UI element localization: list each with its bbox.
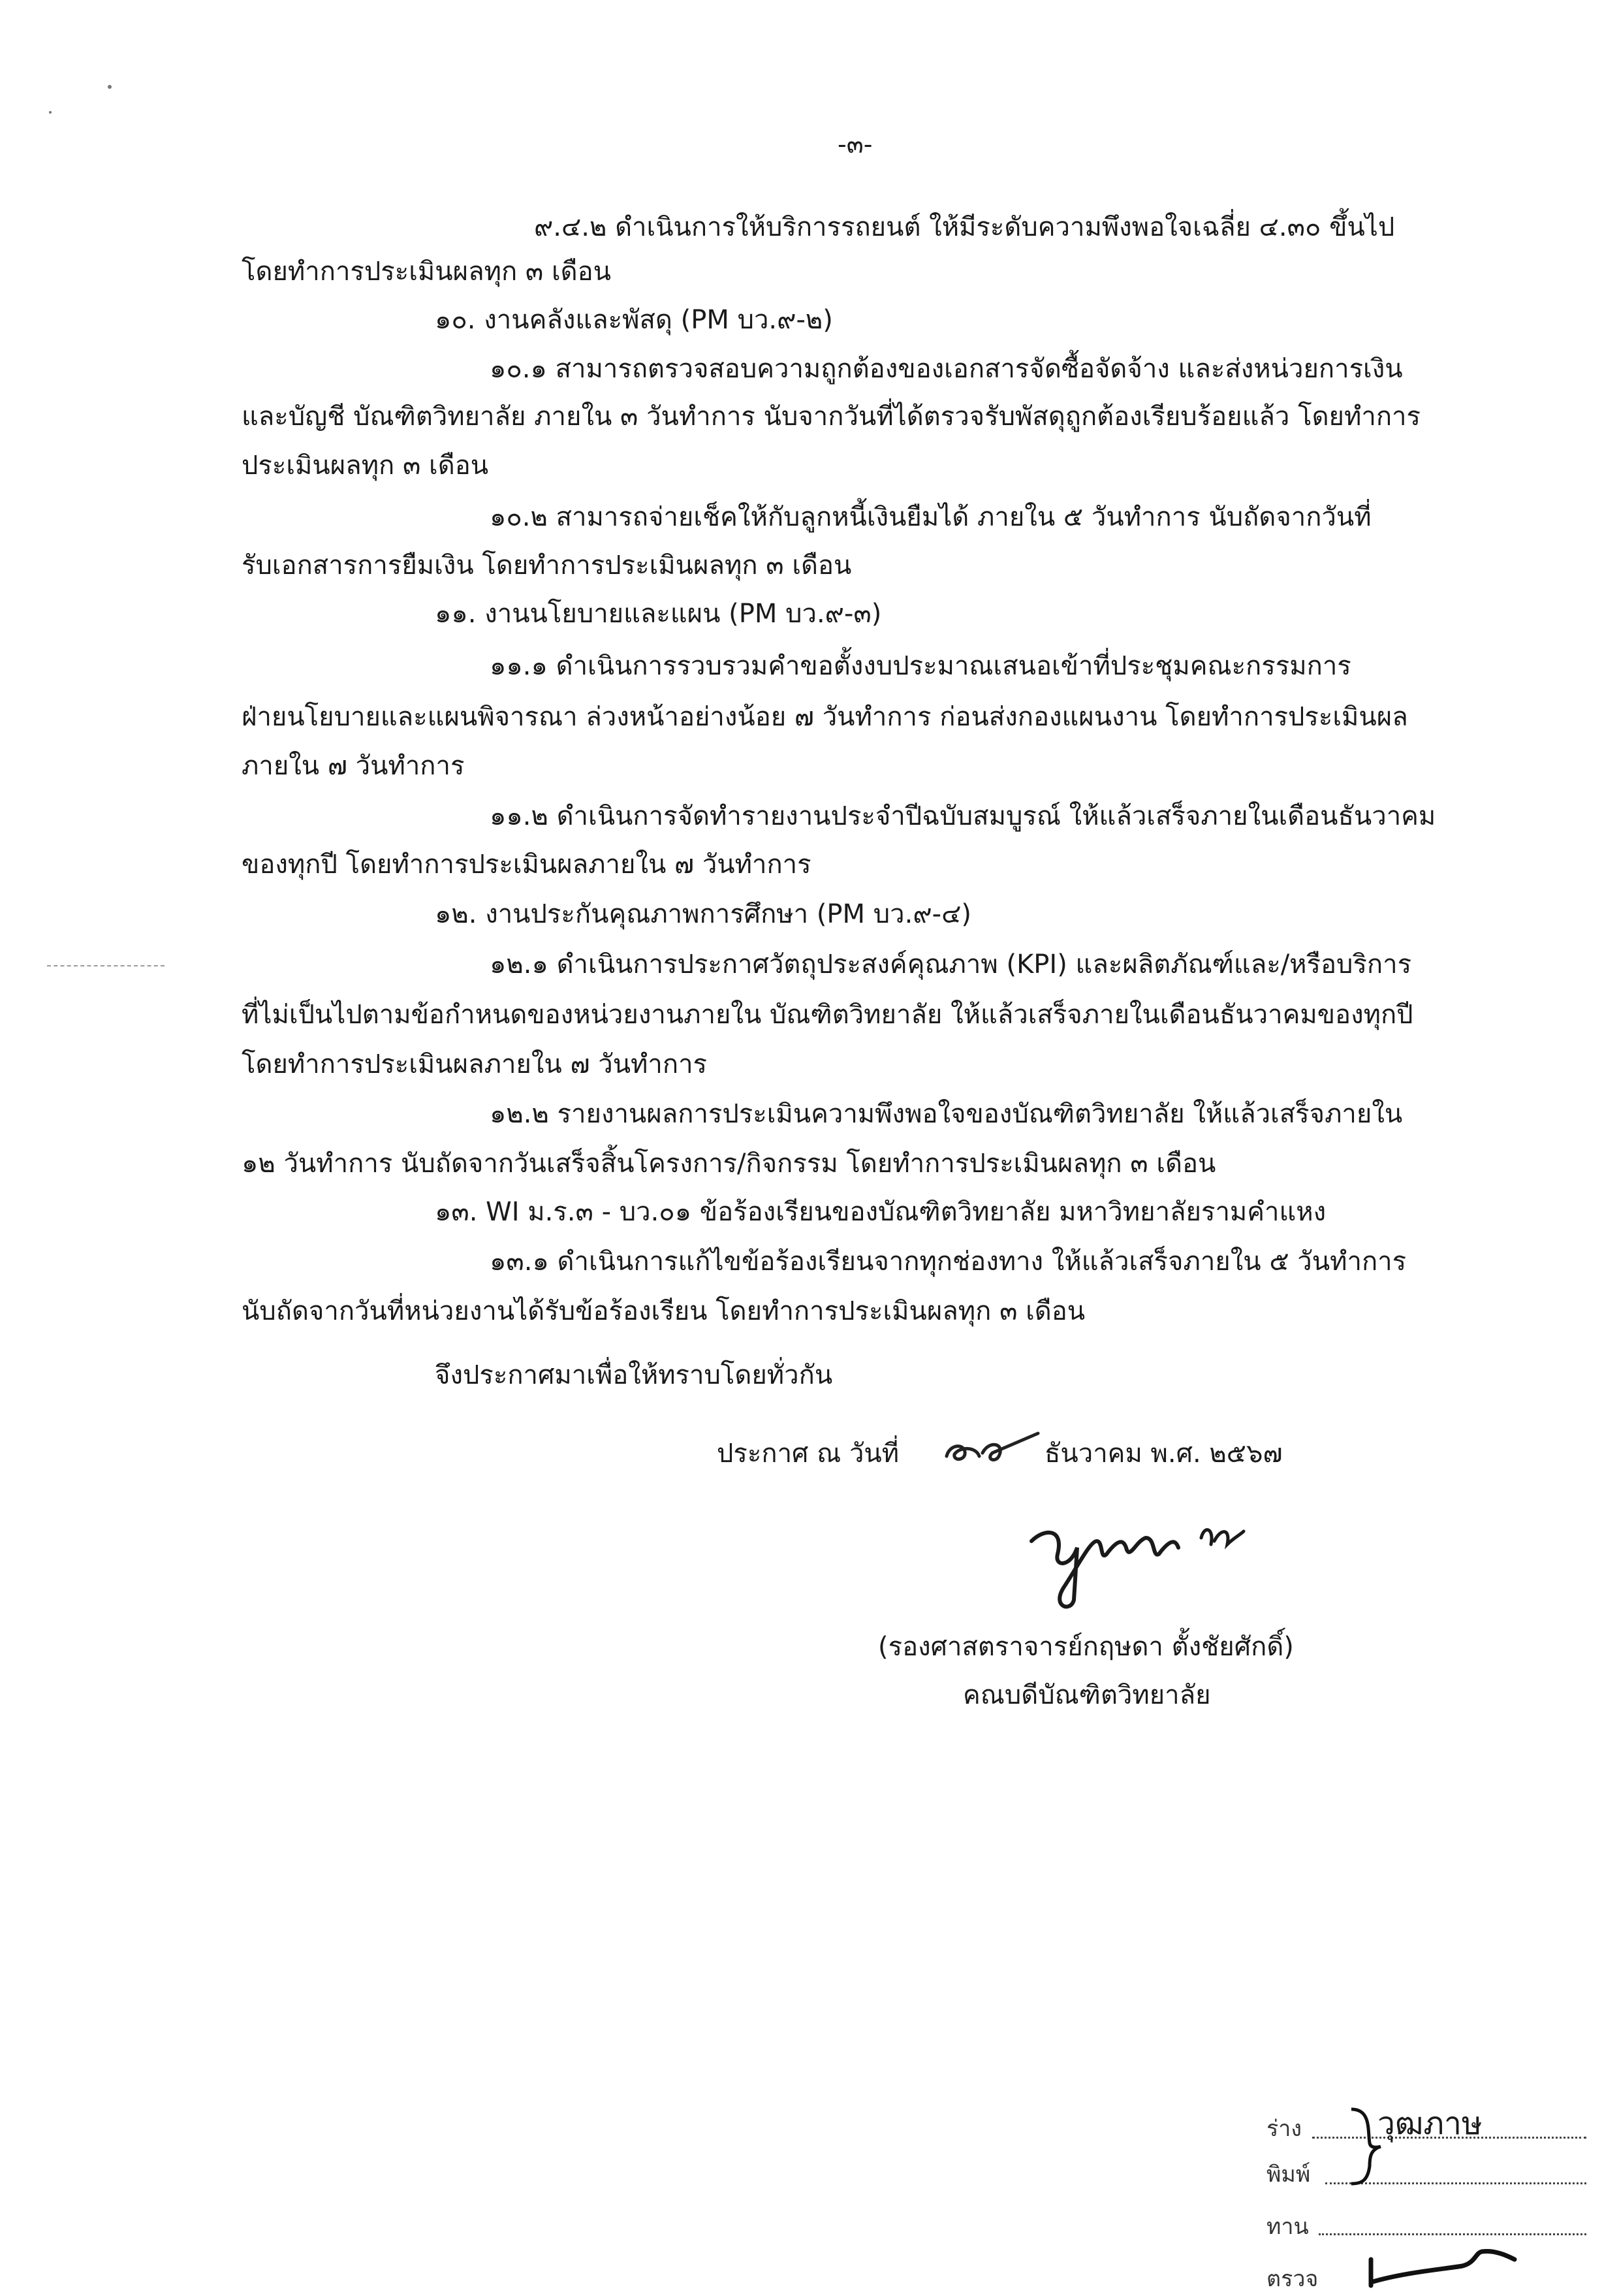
scan-margin-mark <box>47 965 165 966</box>
footer-dotted-line <box>1319 2233 1586 2235</box>
body-line: ประเมินผลทุก ๓ เดือน <box>242 451 489 481</box>
footer-initials: วุฒภาษ <box>1377 2105 1483 2142</box>
body-line: ๑๐.๒ สามารถจ่ายเช็คให้กับลูกหนี้เงินยืมได้ ภายใน ๕ วันทำการ นับถัดจากวันที่ <box>490 502 1372 532</box>
body-line: ๑๑.๑ ดำเนินการรวบรวมคำขอตั้งงบประมาณเสนอเข้าที่ประชุมคณะกรรมการ <box>490 651 1351 681</box>
body-line: นับถัดจากวันที่หน่วยงานได้รับข้อร้องเรียน โดยทำการประเมินผลทุก ๓ เดือน <box>242 1296 1086 1326</box>
body-line: โดยทำการประเมินผลภายใน ๗ วันทำการ <box>242 1049 708 1079</box>
signatory-name: (รองศาสตราจารย์กฤษดา ตั้งชัยศักดิ์) <box>878 1632 1294 1662</box>
section-heading: ๑๓. WI ม.ร.๓ - บว.๐๑ ข้อร้องเรียนของบัณฑิตวิทยาลัย มหาวิทยาลัยรามคำแหง <box>435 1197 1327 1227</box>
footer-label-print: พิมพ์ <box>1266 2161 1311 2188</box>
section-heading: ๑๑. งานนโยบายและแผน (PM บว.๙-๓) <box>435 599 882 629</box>
body-line: และบัญชี บัณฑิตวิทยาลัย ภายใน ๓ วันทำการ นับจากวันที่ได้ตรวจรับพัสดุถูกต้องเรียบร้อยแล้ว โดยทำการ <box>242 402 1421 432</box>
section-heading: ๑๒. งานประกันคุณภาพการศึกษา (PM บว.๙-๔) <box>435 899 971 929</box>
body-line: ๑๐.๑ สามารถตรวจสอบความถูกต้องของเอกสารจัดซื้อจัดจ้าง และส่งหน่วยการเงิน <box>490 354 1403 384</box>
page-number: -๓- <box>838 130 873 159</box>
footer-check-mark <box>1364 2246 1521 2290</box>
body-line: ๑๒.๑ ดำเนินการประกาศวัตถุประสงค์คุณภาพ (KPI) และผลิตภัณฑ์และ/หรือบริการ <box>490 949 1412 980</box>
section-heading: ๑๐. งานคลังและพัสดุ (PM บว.๙-๒) <box>435 305 833 335</box>
body-line: ๑๒ วันทำการ นับถัดจากวันเสร็จสิ้นโครงการ/กิจกรรม โดยทำการประเมินผลทุก ๓ เดือน <box>242 1149 1216 1179</box>
signatory-position: คณบดีบัณฑิตวิทยาลัย <box>963 1680 1211 1710</box>
footer-label-check: ตรวจ <box>1266 2266 1319 2292</box>
body-line: โดยทำการประเมินผลทุก ๓ เดือน <box>242 257 611 287</box>
body-line: ฝ่ายนโยบายและแผนพิจารณา ล่วงหน้าอย่างน้อย ๗ วันทำการ ก่อนส่งกองแผนงาน โดยทำการประเมินผล <box>242 702 1408 732</box>
body-line: ที่ไม่เป็นไปตามข้อกำหนดของหน่วยงานภายใน บัณฑิตวิทยาลัย ให้แล้วเสร็จภายในเดือนธันวาคมของทุกปี <box>242 1000 1413 1030</box>
body-line: ของทุกปี โดยทำการประเมินผลภายใน ๗ วันทำการ <box>242 850 811 880</box>
announcement-prefix: ประกาศ ณ วันที่ <box>717 1439 900 1469</box>
handwritten-day <box>940 1420 1045 1479</box>
body-line: ๙.๔.๒ ดำเนินการให้บริการรถยนต์ ให้มีระดับความพึงพอใจเฉลี่ย ๔.๓๐ ขึ้นไป <box>534 212 1395 242</box>
footer-label-draft: ร่าง <box>1266 2116 1302 2142</box>
footer-label-review: ทาน <box>1266 2214 1309 2240</box>
body-line: ๑๑.๒ ดำเนินการจัดทำรายงานประจำปีฉบับสมบูรณ์ ให้แล้วเสร็จภายในเดือนธันวาคม <box>490 801 1436 831</box>
body-line: ๑๒.๒ รายงานผลการประเมินความพึงพอใจของบัณฑิตวิทยาลัย ให้แล้วเสร็จภายใน <box>490 1099 1403 1129</box>
announcement-month-year: ธันวาคม พ.ศ. ๒๕๖๗ <box>1045 1439 1283 1469</box>
scan-speck <box>108 85 112 89</box>
body-line: รับเอกสารการยืมเงิน โดยทำการประเมินผลทุก ๓ เดือน <box>242 550 852 581</box>
scan-speck <box>49 111 52 114</box>
body-line: ภายใน ๗ วันทำการ <box>242 751 465 781</box>
signature-image <box>1018 1502 1266 1619</box>
body-line: ๑๓.๑ ดำเนินการแก้ไขข้อร้องเรียนจากทุกช่องทาง ให้แล้วเสร็จภายใน ๕ วันทำการ <box>490 1247 1407 1277</box>
closing-line: จึงประกาศมาเพื่อให้ทราบโดยทั่วกัน <box>435 1360 833 1390</box>
